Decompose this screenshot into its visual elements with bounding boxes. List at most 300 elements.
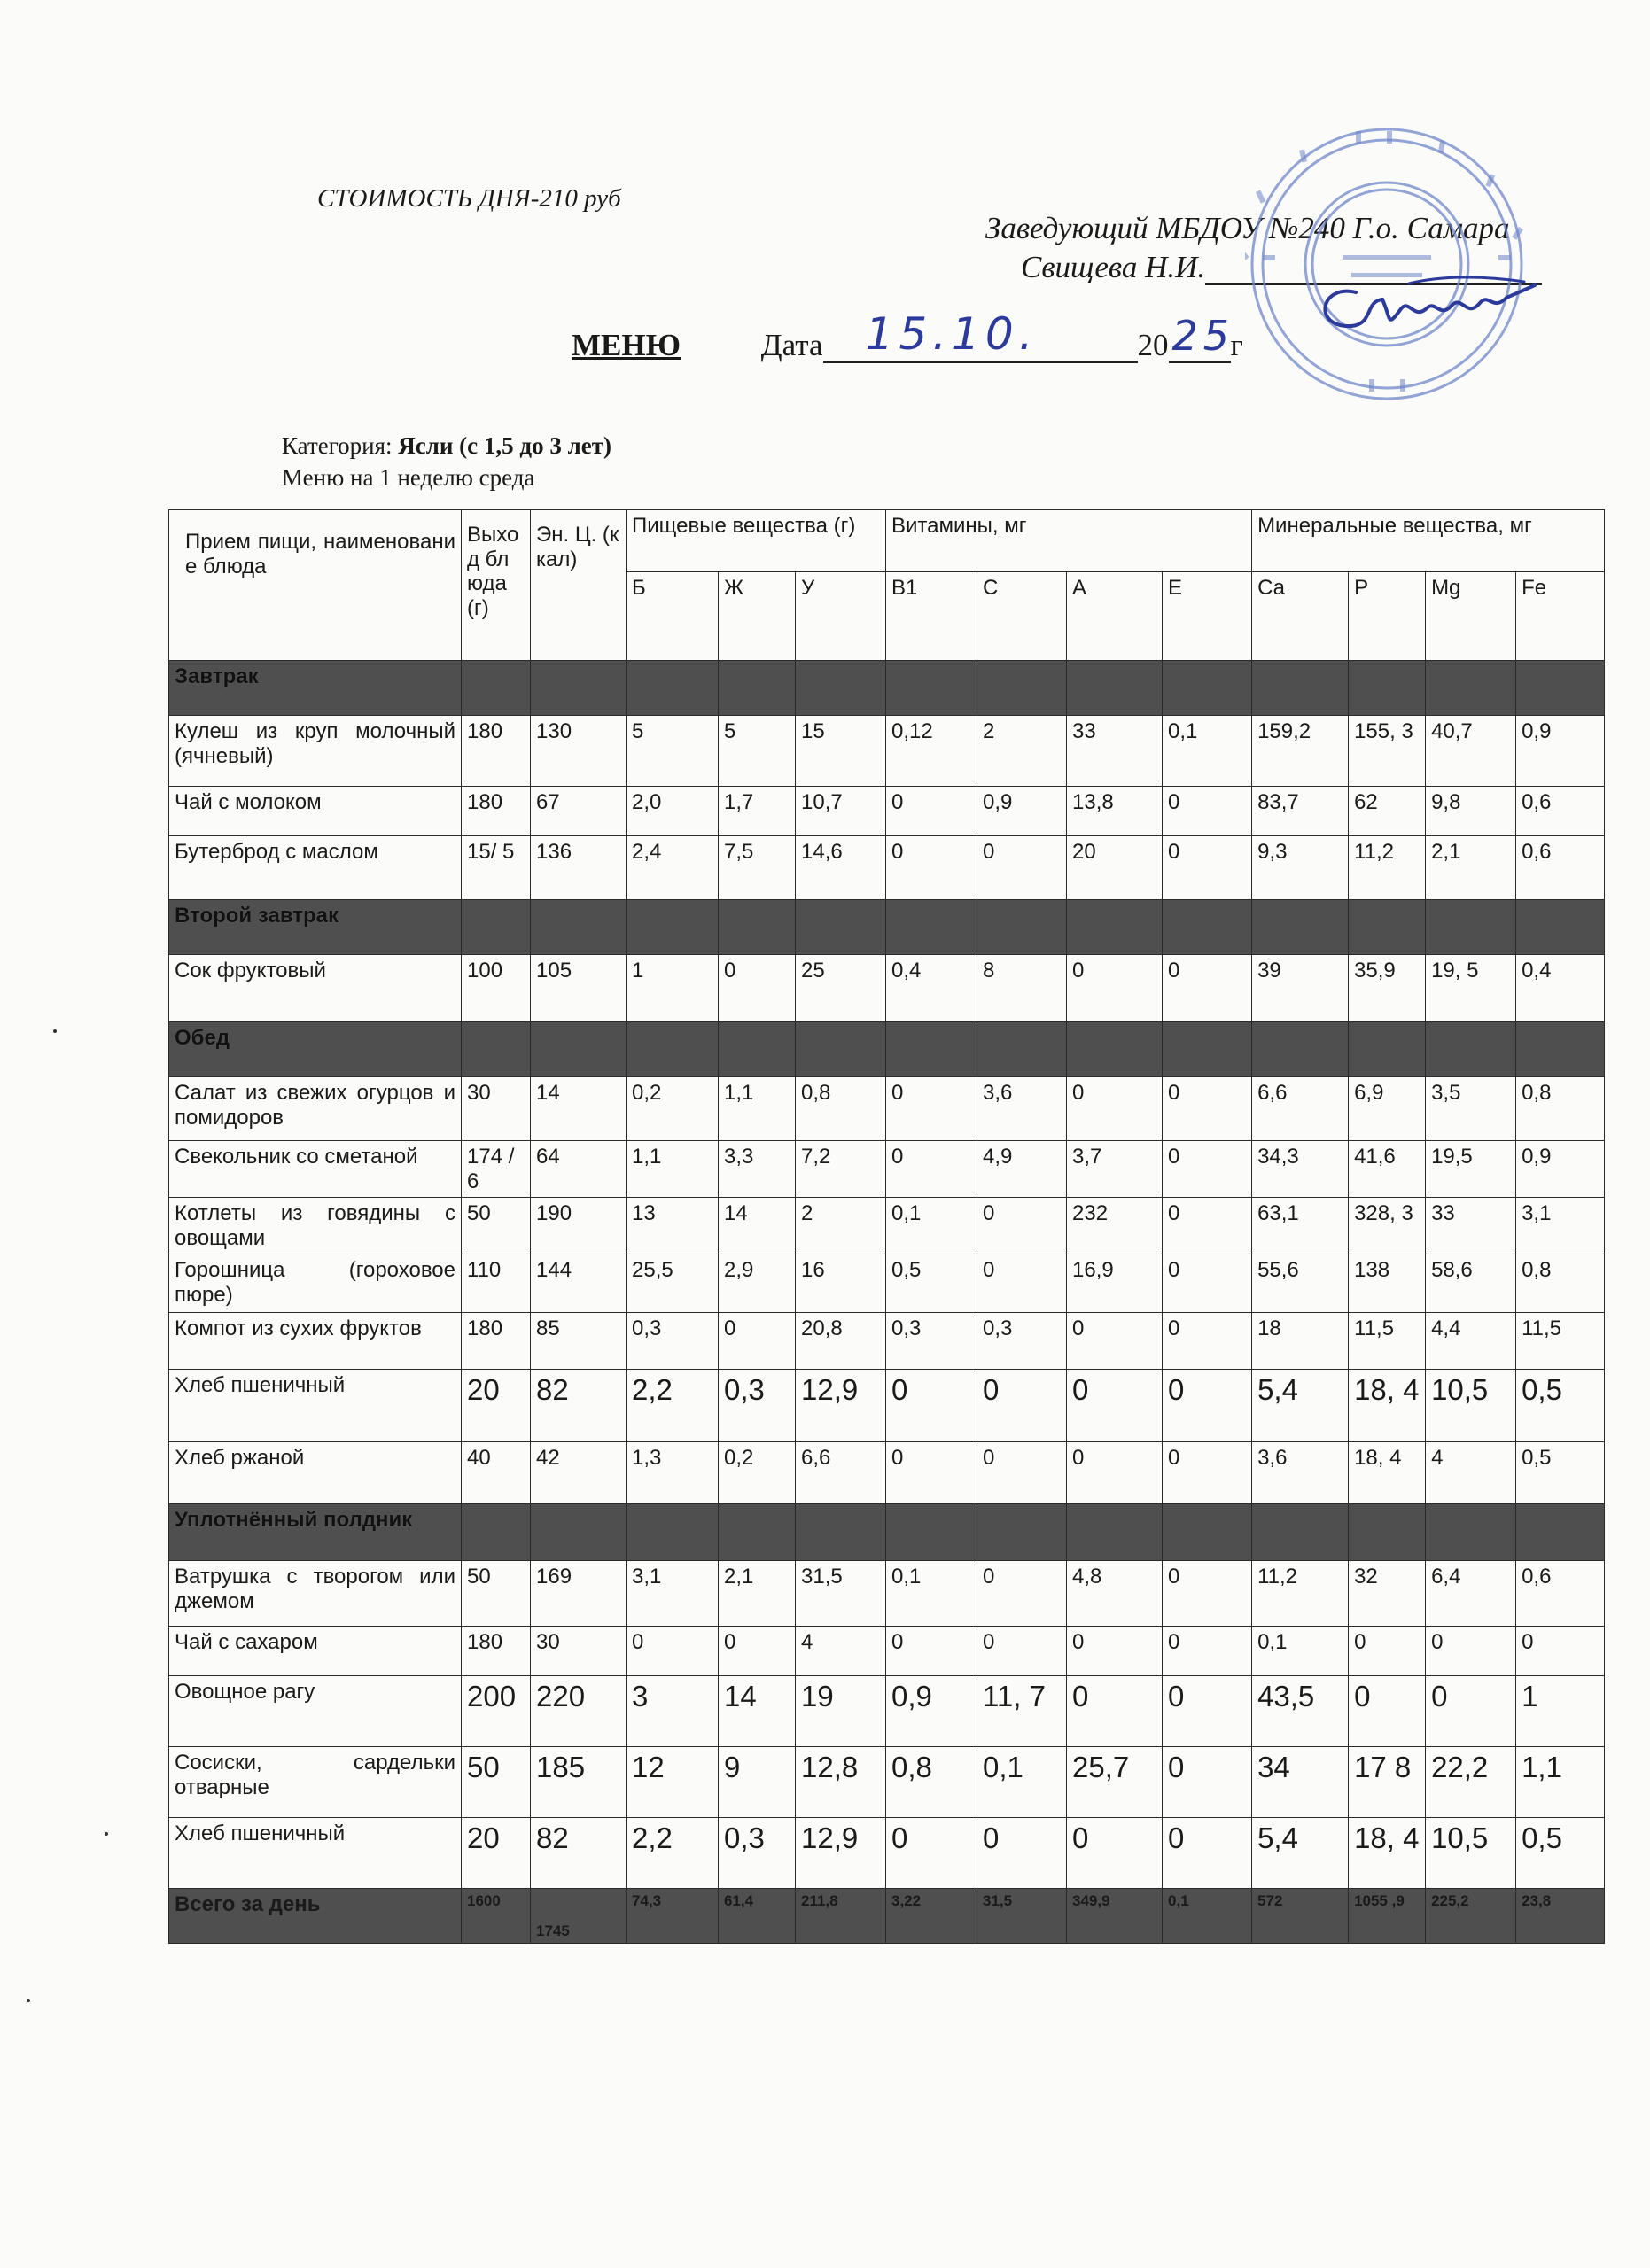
week-line: Меню на 1 неделю среда	[282, 464, 535, 491]
value-cell: 6,4	[1426, 1561, 1516, 1627]
value-cell: 0,4	[1516, 955, 1605, 1022]
value-cell: 0,5	[886, 1254, 977, 1313]
value-cell: 0,6	[1516, 836, 1605, 900]
col-yield-header: Выход блюда (г)	[462, 510, 531, 661]
dish-name: Хлеб ржаной	[169, 1442, 462, 1504]
value-cell: 0,5	[1516, 1370, 1605, 1442]
section-cell	[719, 1022, 796, 1077]
value-cell: 1,1	[1516, 1747, 1605, 1818]
value-cell: 11, 7	[977, 1676, 1067, 1747]
section-name: Обед	[169, 1022, 462, 1077]
value-cell: 31,5	[977, 1889, 1067, 1944]
section-cell	[796, 900, 886, 955]
value-cell: 16,9	[1067, 1254, 1163, 1313]
dish-name: Сосиски, сардельки отварные	[169, 1747, 462, 1818]
section-cell	[886, 1504, 977, 1561]
value-cell: 0	[1067, 1442, 1163, 1504]
value-cell: 7,2	[796, 1141, 886, 1198]
value-cell: 0	[1067, 1370, 1163, 1442]
value-cell: 100	[462, 955, 531, 1022]
value-cell: 0,8	[886, 1747, 977, 1818]
section-cell	[977, 900, 1067, 955]
section-cell	[1163, 1504, 1252, 1561]
table-row	[169, 1818, 1605, 1889]
value-cell: 82	[531, 1370, 627, 1442]
dish-name: Всего за день	[169, 1889, 462, 1944]
value-cell: 3,3	[719, 1141, 796, 1198]
value-cell: 9,8	[1426, 787, 1516, 836]
total-row	[169, 1889, 1605, 1944]
value-cell: 0,3	[719, 1370, 796, 1442]
section-cell	[462, 661, 531, 716]
value-cell: 0	[886, 1627, 977, 1676]
section-cell	[627, 661, 719, 716]
value-cell: 0,2	[719, 1442, 796, 1504]
value-cell: 40	[462, 1442, 531, 1504]
value-cell: 0	[1163, 1198, 1252, 1254]
value-cell: 1,7	[719, 787, 796, 836]
section-cell	[462, 900, 531, 955]
table-header-row	[169, 510, 1605, 572]
value-cell: 8	[977, 955, 1067, 1022]
dish-name: Горошница (гороховое пюре)	[169, 1254, 462, 1313]
section-cell	[1067, 900, 1163, 955]
value-cell: 0	[1163, 1254, 1252, 1313]
value-cell: 30	[531, 1627, 627, 1676]
value-cell: 2,4	[627, 836, 719, 900]
col-calcium-header: Са	[1252, 572, 1349, 661]
value-cell: 0	[977, 1627, 1067, 1676]
section-cell	[1516, 661, 1605, 716]
table-row	[169, 1254, 1605, 1313]
value-cell: 5	[627, 716, 719, 787]
section-cell	[719, 661, 796, 716]
value-cell: 2	[977, 716, 1067, 787]
value-cell: 20	[462, 1370, 531, 1442]
value-cell: 43,5	[1252, 1676, 1349, 1747]
section-cell	[796, 661, 886, 716]
value-cell: 30	[462, 1077, 531, 1141]
value-cell: 0	[1163, 955, 1252, 1022]
table-row	[169, 716, 1605, 787]
value-cell: 0,3	[719, 1818, 796, 1889]
table-row	[169, 1141, 1605, 1198]
section-cell	[1163, 661, 1252, 716]
section-cell	[531, 661, 627, 716]
value-cell: 105	[531, 955, 627, 1022]
menu-title: МЕНЮ	[572, 328, 681, 362]
value-cell: 180	[462, 787, 531, 836]
section-row	[169, 1022, 1605, 1077]
value-cell: 180	[462, 1627, 531, 1676]
section-name: Уплотнённый полдник	[169, 1504, 462, 1561]
value-cell: 0	[1067, 1077, 1163, 1141]
value-cell: 39	[1252, 955, 1349, 1022]
value-cell: 50	[462, 1561, 531, 1627]
value-cell: 11,5	[1349, 1313, 1426, 1370]
date-label: Дата	[760, 328, 823, 362]
col-vit-b1-header: В1	[886, 572, 977, 661]
section-cell	[886, 661, 977, 716]
col-fat-header: Ж	[719, 572, 796, 661]
value-cell: 32	[1349, 1561, 1426, 1627]
value-cell: 1600	[462, 1889, 531, 1944]
value-cell: 144	[531, 1254, 627, 1313]
table-row	[169, 1198, 1605, 1254]
col-vit-c-header: С	[977, 572, 1067, 661]
value-cell: 14	[719, 1676, 796, 1747]
value-cell: 0	[1163, 1676, 1252, 1747]
dish-name: Кулеш из круп молочный (ячневый)	[169, 716, 462, 787]
value-cell: 4,9	[977, 1141, 1067, 1198]
value-cell: 2,2	[627, 1370, 719, 1442]
value-cell: 40,7	[1426, 716, 1516, 787]
value-cell: 9	[719, 1747, 796, 1818]
value-cell: 18	[1252, 1313, 1349, 1370]
value-cell: 0	[1067, 1818, 1163, 1889]
value-cell: 572	[1252, 1889, 1349, 1944]
section-cell	[719, 900, 796, 955]
value-cell: 85	[531, 1313, 627, 1370]
section-row	[169, 661, 1605, 716]
value-cell: 3,7	[1067, 1141, 1163, 1198]
value-cell: 328, 3	[1349, 1198, 1426, 1254]
value-cell: 0	[886, 1141, 977, 1198]
section-cell	[796, 1504, 886, 1561]
section-cell	[1349, 900, 1426, 955]
value-cell: 14	[531, 1077, 627, 1141]
scan-speck	[105, 1832, 108, 1836]
value-cell: 9,3	[1252, 836, 1349, 900]
value-cell: 6,6	[1252, 1077, 1349, 1141]
table-row	[169, 1370, 1605, 1442]
value-cell: 0	[977, 1198, 1067, 1254]
table-row	[169, 1561, 1605, 1627]
value-cell: 180	[462, 1313, 531, 1370]
value-cell: 25,5	[627, 1254, 719, 1313]
value-cell: 10,7	[796, 787, 886, 836]
value-cell: 0	[1067, 955, 1163, 1022]
category-label: Категория:	[282, 432, 393, 459]
col-vit-a-header: А	[1067, 572, 1163, 661]
value-cell: 349,9	[1067, 1889, 1163, 1944]
menu-date-line	[572, 308, 1243, 363]
value-cell: 74,3	[627, 1889, 719, 1944]
table-row	[169, 1676, 1605, 1747]
value-cell: 0	[1163, 1370, 1252, 1442]
dish-name: Котлеты из говядины с овощами	[169, 1198, 462, 1254]
value-cell: 0	[1516, 1627, 1605, 1676]
col-iron-header: Fe	[1516, 572, 1605, 661]
scan-speck	[27, 1999, 30, 2002]
value-cell: 33	[1067, 716, 1163, 787]
value-cell: 6,9	[1349, 1077, 1426, 1141]
table-row	[169, 787, 1605, 836]
value-cell: 25	[796, 955, 886, 1022]
value-cell: 136	[531, 836, 627, 900]
value-cell: 35,9	[1349, 955, 1426, 1022]
value-cell: 185	[531, 1747, 627, 1818]
value-cell: 3,1	[627, 1561, 719, 1627]
value-cell: 17 8	[1349, 1747, 1426, 1818]
section-cell	[977, 1022, 1067, 1077]
value-cell: 225,2	[1426, 1889, 1516, 1944]
value-cell: 0,9	[1516, 1141, 1605, 1198]
table-body	[169, 661, 1605, 1944]
section-cell	[531, 1022, 627, 1077]
menu-table	[168, 509, 1605, 1944]
value-cell: 220	[531, 1676, 627, 1747]
value-cell: 0	[1426, 1676, 1516, 1747]
dish-name: Хлеб пшеничный	[169, 1818, 462, 1889]
value-cell: 4	[796, 1627, 886, 1676]
signature	[1303, 257, 1542, 354]
value-cell: 0	[1163, 787, 1252, 836]
section-cell	[1516, 1504, 1605, 1561]
value-cell: 0	[1163, 1747, 1252, 1818]
value-cell: 0	[1067, 1676, 1163, 1747]
dish-name: Салат из свежих огурцов и помидоров	[169, 1077, 462, 1141]
dish-name: Свекольник со сметаной	[169, 1141, 462, 1198]
col-magnesium-header: Mg	[1426, 572, 1516, 661]
value-cell: 0	[886, 787, 977, 836]
value-cell: 0	[1349, 1676, 1426, 1747]
value-cell: 0	[1426, 1627, 1516, 1676]
value-cell: 169	[531, 1561, 627, 1627]
section-cell	[1252, 661, 1349, 716]
col-carbs-header: У	[796, 572, 886, 661]
section-cell	[1516, 900, 1605, 955]
value-cell: 5	[719, 716, 796, 787]
section-row	[169, 900, 1605, 955]
col-phosphorus-header: Р	[1349, 572, 1426, 661]
value-cell: 2,1	[719, 1561, 796, 1627]
value-cell: 3,5	[1426, 1077, 1516, 1141]
section-name: Второй завтрак	[169, 900, 462, 955]
year-suffix: г	[1230, 328, 1243, 362]
section-cell	[1163, 900, 1252, 955]
value-cell: 18, 4	[1349, 1818, 1426, 1889]
value-cell: 12,8	[796, 1747, 886, 1818]
value-cell: 5,4	[1252, 1370, 1349, 1442]
value-cell: 11,5	[1516, 1313, 1605, 1370]
value-cell: 1,1	[627, 1141, 719, 1198]
value-cell: 63,1	[1252, 1198, 1349, 1254]
dish-name: Бутерброд с маслом	[169, 836, 462, 900]
value-cell: 1	[1516, 1676, 1605, 1747]
value-cell: 0	[1163, 836, 1252, 900]
value-cell: 0,5	[1516, 1442, 1605, 1504]
value-cell: 0,9	[1516, 716, 1605, 787]
value-cell: 0	[1163, 1077, 1252, 1141]
value-cell: 41,6	[1349, 1141, 1426, 1198]
table-row	[169, 955, 1605, 1022]
section-cell	[1426, 661, 1516, 716]
value-cell: 10,5	[1426, 1370, 1516, 1442]
value-cell: 1745	[531, 1889, 627, 1944]
table-row	[169, 1442, 1605, 1504]
value-cell: 2,9	[719, 1254, 796, 1313]
year-handwritten: 25	[1171, 312, 1235, 360]
value-cell: 232	[1067, 1198, 1163, 1254]
value-cell: 0,8	[1516, 1077, 1605, 1141]
col-minerals-header: Минеральные вещества, мг	[1252, 510, 1605, 572]
section-cell	[1067, 1504, 1163, 1561]
section-cell	[1252, 900, 1349, 955]
value-cell: 2,0	[627, 787, 719, 836]
table-row	[169, 1313, 1605, 1370]
value-cell: 18, 4	[1349, 1442, 1426, 1504]
value-cell: 180	[462, 716, 531, 787]
value-cell: 0	[1163, 1561, 1252, 1627]
value-cell: 55,6	[1252, 1254, 1349, 1313]
value-cell: 13	[627, 1198, 719, 1254]
value-cell: 5,4	[1252, 1818, 1349, 1889]
col-vit-e-header: Е	[1163, 572, 1252, 661]
category-value: Ясли (с 1,5 до 3 лет)	[398, 432, 611, 459]
value-cell: 0	[1163, 1313, 1252, 1370]
value-cell: 2,2	[627, 1818, 719, 1889]
value-cell: 34	[1252, 1747, 1349, 1818]
dish-name: Чай с сахаром	[169, 1627, 462, 1676]
value-cell: 64	[531, 1141, 627, 1198]
dish-name: Хлеб пшеничный	[169, 1370, 462, 1442]
value-cell: 0,1	[977, 1747, 1067, 1818]
head-name: Свищева Н.И.	[1021, 250, 1206, 284]
value-cell: 0	[886, 1077, 977, 1141]
value-cell: 0	[977, 1370, 1067, 1442]
value-cell: 0	[977, 836, 1067, 900]
value-cell: 1,3	[627, 1442, 719, 1504]
section-cell	[1163, 1022, 1252, 1077]
value-cell: 22,2	[1426, 1747, 1516, 1818]
section-row	[169, 1504, 1605, 1561]
value-cell: 14,6	[796, 836, 886, 900]
value-cell: 61,4	[719, 1889, 796, 1944]
value-cell: 31,5	[796, 1561, 886, 1627]
section-cell	[796, 1022, 886, 1077]
date-blank	[823, 308, 1138, 363]
table-row	[169, 1747, 1605, 1818]
value-cell: 14	[719, 1198, 796, 1254]
section-cell	[627, 1504, 719, 1561]
value-cell: 7,5	[719, 836, 796, 900]
value-cell: 0	[1163, 1818, 1252, 1889]
col-energy-header: Эн. Ц. (ккал)	[531, 510, 627, 661]
value-cell: 3,6	[977, 1077, 1067, 1141]
value-cell: 0	[719, 1313, 796, 1370]
value-cell: 3,22	[886, 1889, 977, 1944]
value-cell: 62	[1349, 787, 1426, 836]
section-cell	[719, 1504, 796, 1561]
value-cell: 11,2	[1252, 1561, 1349, 1627]
day-cost: СТОИМОСТЬ ДНЯ-210 руб	[317, 184, 621, 213]
head-title: Заведующий МБДОУ №240 Г.о. Самара	[985, 211, 1510, 245]
value-cell: 0,3	[886, 1313, 977, 1370]
value-cell: 155, 3	[1349, 716, 1426, 787]
section-cell	[977, 661, 1067, 716]
category-line	[282, 432, 611, 460]
value-cell: 34,3	[1252, 1141, 1349, 1198]
value-cell: 200	[462, 1676, 531, 1747]
dish-name: Сок фруктовый	[169, 955, 462, 1022]
value-cell: 0,9	[886, 1676, 977, 1747]
value-cell: 19,5	[1426, 1141, 1516, 1198]
value-cell: 20	[1067, 836, 1163, 900]
dish-name: Овощное рагу	[169, 1676, 462, 1747]
value-cell: 0	[1163, 1627, 1252, 1676]
value-cell: 4	[1426, 1442, 1516, 1504]
year-blank	[1169, 312, 1235, 363]
value-cell: 25,7	[1067, 1747, 1163, 1818]
value-cell: 12,9	[796, 1818, 886, 1889]
value-cell: 20,8	[796, 1313, 886, 1370]
section-cell	[977, 1504, 1067, 1561]
value-cell: 211,8	[796, 1889, 886, 1944]
value-cell: 0	[886, 1818, 977, 1889]
value-cell: 15/ 5	[462, 836, 531, 900]
col-vitamins-header: Витамины, мг	[886, 510, 1252, 572]
dish-name: Компот из сухих фруктов	[169, 1313, 462, 1370]
value-cell: 0,5	[1516, 1818, 1605, 1889]
section-cell	[1252, 1022, 1349, 1077]
value-cell: 15	[796, 716, 886, 787]
section-cell	[1349, 1022, 1426, 1077]
value-cell: 0,3	[977, 1313, 1067, 1370]
value-cell: 0,9	[977, 787, 1067, 836]
value-cell: 174 /6	[462, 1141, 531, 1198]
value-cell: 0	[886, 1370, 977, 1442]
value-cell: 159,2	[1252, 716, 1349, 787]
value-cell: 0,2	[627, 1077, 719, 1141]
value-cell: 0,1	[1163, 716, 1252, 787]
section-cell	[1426, 1504, 1516, 1561]
value-cell: 12,9	[796, 1370, 886, 1442]
section-cell	[531, 900, 627, 955]
value-cell: 0	[886, 1442, 977, 1504]
section-name: Завтрак	[169, 661, 462, 716]
value-cell: 138	[1349, 1254, 1426, 1313]
value-cell: 0	[977, 1818, 1067, 1889]
value-cell: 67	[531, 787, 627, 836]
value-cell: 0,8	[796, 1077, 886, 1141]
section-cell	[1067, 1022, 1163, 1077]
value-cell: 13,8	[1067, 787, 1163, 836]
value-cell: 130	[531, 716, 627, 787]
table-row	[169, 1627, 1605, 1676]
scan-speck	[53, 1029, 57, 1033]
table-row	[169, 1077, 1605, 1141]
value-cell: 6,6	[796, 1442, 886, 1504]
value-cell: 3,6	[1252, 1442, 1349, 1504]
value-cell: 10,5	[1426, 1818, 1516, 1889]
value-cell: 0,1	[1163, 1889, 1252, 1944]
section-cell	[1516, 1022, 1605, 1077]
value-cell: 16	[796, 1254, 886, 1313]
dish-name: Чай с молоком	[169, 787, 462, 836]
section-cell	[886, 1022, 977, 1077]
value-cell: 0	[1067, 1627, 1163, 1676]
col-nutrients-header: Пищевые вещества (г)	[627, 510, 886, 572]
section-cell	[1349, 661, 1426, 716]
value-cell: 4,8	[1067, 1561, 1163, 1627]
date-handwritten: 15.10.	[865, 308, 1039, 360]
value-cell: 1	[627, 955, 719, 1022]
value-cell: 4,4	[1426, 1313, 1516, 1370]
value-cell: 2,1	[1426, 836, 1516, 900]
col-dish-header: Прием пищи, наименование блюда	[169, 510, 462, 661]
value-cell: 1055 ,9	[1349, 1889, 1426, 1944]
